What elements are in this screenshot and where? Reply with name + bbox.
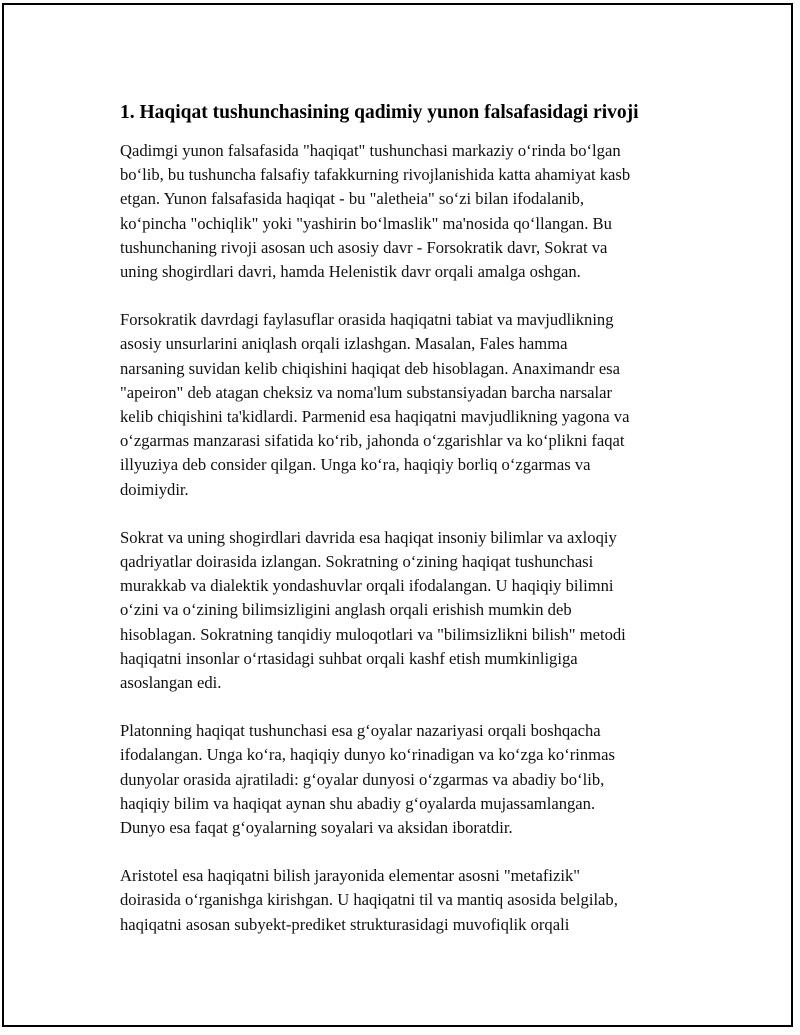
section-heading: 1. Haqiqat tushunchasining qadimiy yunon falsafasidagi rivoji	[120, 102, 639, 123]
text-line: haqiqatni insonlar o‘rtasidagi suhbat orqali kashf etish mumkinligiga	[120, 648, 578, 668]
text-line: o‘zini va o‘zining bilimsizligini anglash orqali erishish mumkin deb	[120, 600, 572, 620]
text-line: etgan. Yunon falsafasida haqiqat - bu "aletheia" so‘zi bilan ifodalanib,	[120, 189, 585, 209]
text-line: doimiydir.	[120, 479, 189, 499]
text-line: uning shogirdlari davri, hamda Helenistik davr orqali amalga oshgan.	[120, 262, 581, 282]
text-line: ko‘pincha "ochiqlik" yoki "yashirin bo‘lmaslik" ma'nosida qo‘llangan. Bu	[120, 213, 612, 233]
page-frame	[2, 3, 793, 1027]
paragraph-socrates	[120, 526, 690, 695]
text-line: Dunyo esa faqat g‘oyalarning soyalari va aksidan iboratdir.	[120, 818, 513, 838]
text-line: qadriyatlar doirasida izlangan. Sokratning o‘zining haqiqat tushunchasi	[120, 552, 594, 572]
text-line: Sokrat va uning shogirdlari davrida esa haqiqat insoniy bilimlar va axloqiy	[120, 527, 617, 547]
text-line: hisoblagan. Sokratning tanqidiy muloqotlari va "bilimsizlikni bilish" metodi	[120, 624, 626, 644]
text-line: bo‘lib, bu tushuncha falsafiy tafakkurning rivojlanishida katta ahamiyat kasb	[120, 165, 631, 185]
text-line: kelib chiqishini ta'kidlardi. Parmenid esa haqiqatni mavjudlikning yagona va	[120, 407, 630, 427]
text-line: doirasida o‘rganishga kirishgan. U haqiqatni til va mantiq asosida belgilab,	[120, 890, 618, 910]
text-line: o‘zgarmas manzarasi sifatida ko‘rib, jahonda o‘zgarishlar va ko‘plikni faqat	[120, 431, 625, 451]
paragraph-intro	[120, 139, 690, 284]
text-line: "apeiron" deb atagan cheksiz va noma'lum substansiyadan barcha narsalar	[120, 382, 613, 402]
paragraph-aristotle	[120, 864, 690, 937]
text-line: illyuziya deb consider qilgan. Unga ko‘ra, haqiqiy borliq o‘zgarmas va	[120, 455, 591, 475]
text-line: dunyolar orasida ajratiladi: g‘oyalar dunyosi o‘zgarmas va abadiy bo‘lib,	[120, 769, 605, 789]
text-line: asoslangan edi.	[120, 673, 222, 693]
document-body	[120, 99, 690, 961]
paragraph-presocratic	[120, 308, 690, 502]
text-line: ifodalangan. Unga ko‘ra, haqiqiy dunyo ko‘rinadigan va ko‘zga ko‘rinmas	[120, 745, 615, 765]
text-line: Aristotel esa haqiqatni bilish jarayonida elementar asosni "metafizik"	[120, 866, 581, 886]
text-line: tushunchaning rivoji asosan uch asosiy davr - Forsokratik davr, Sokrat va	[120, 237, 608, 257]
text-line: haqiqatni asosan subyekt-prediket strukturasidagi muvofiqlik orqali	[120, 914, 570, 934]
text-line: Qadimgi yunon falsafasida "haqiqat" tushunchasi markaziy o‘rinda bo‘lgan	[120, 141, 621, 160]
text-line: Platonning haqiqat tushunchasi esa g‘oyalar nazariyasi orqali boshqacha	[120, 721, 601, 741]
text-line: haqiqiy bilim va haqiqat aynan shu abadiy g‘oyalarda mujassamlangan.	[120, 793, 596, 813]
paragraph-plato	[120, 719, 690, 840]
text-line: murakkab va dialektik yondashuvlar orqali ifodalangan. U haqiqiy bilimni	[120, 576, 614, 596]
text-line: Forsokratik davrdagi faylasuflar orasida haqiqatni tabiat va mavjudlikning	[120, 310, 614, 330]
text-line: narsaning suvidan kelib chiqishini haqiqat deb hisoblagan. Anaximandr esa	[120, 358, 621, 378]
text-line: asosiy unsurlarini aniqlash orqali izlashgan. Masalan, Fales hamma	[120, 334, 568, 354]
